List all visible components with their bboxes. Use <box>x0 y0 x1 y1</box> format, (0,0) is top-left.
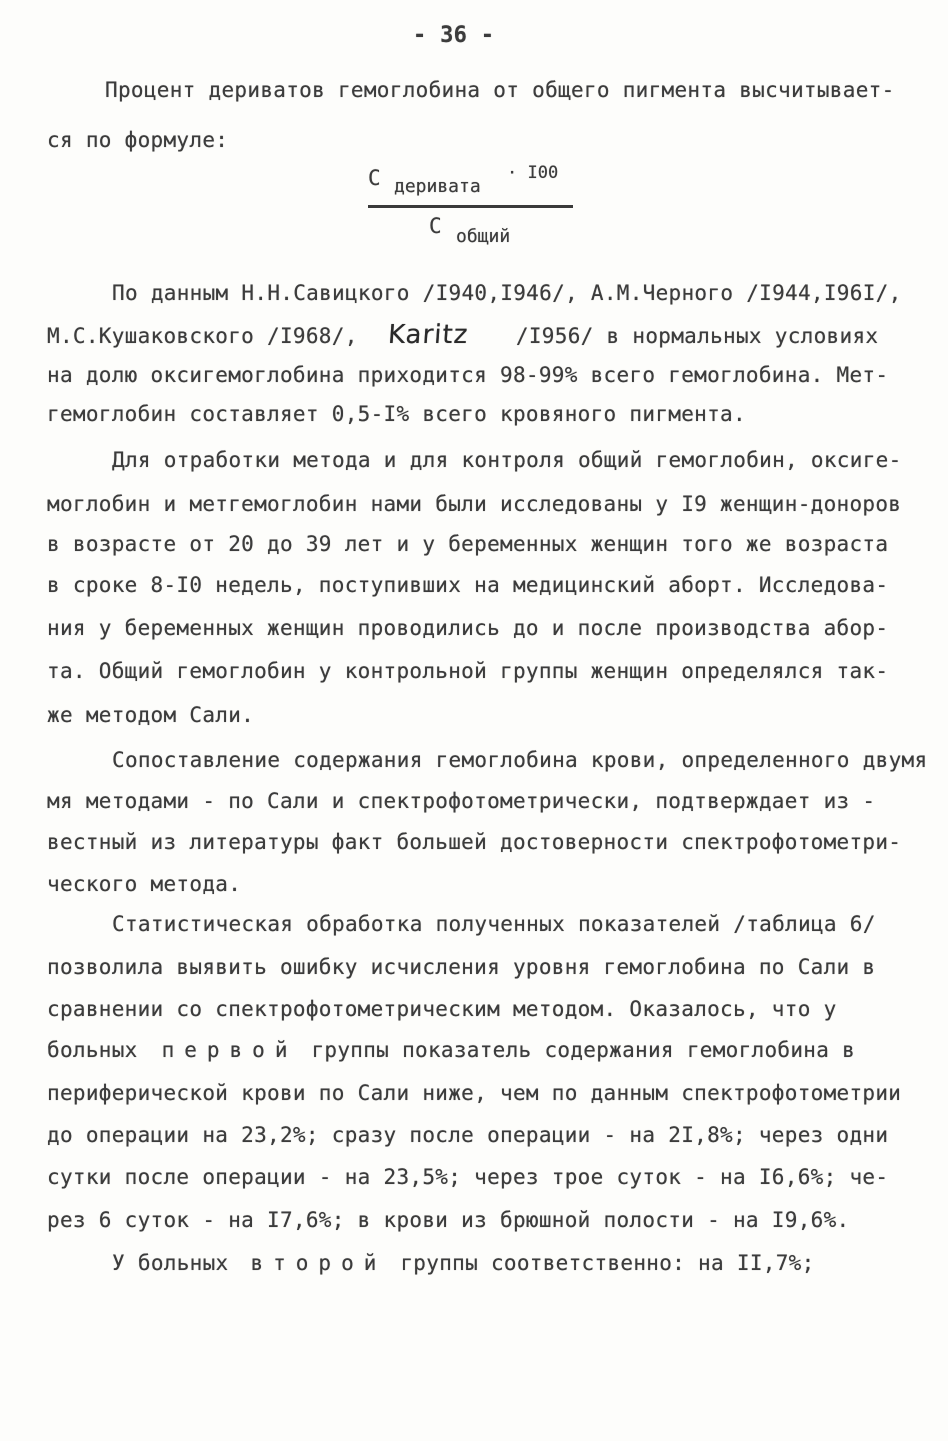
para1-line-3: на долю оксигемоглобина приходится 98-99% всего гемоглобина. Мет- <box>47 363 889 387</box>
formula-fraction-bar <box>368 205 573 208</box>
para2-line-3: в возрасте от 20 до 39 лет и у беременных женщин того же возраста <box>47 532 889 556</box>
para4-line-7: сутки после операции - на 23,5%; через трое суток - на I6,6%; че- <box>47 1165 889 1189</box>
para4-line-2: позволила выявить ошибку исчисления уровня гемоглобина по Сали в <box>47 955 876 979</box>
para2-line-4: в сроке 8-I0 недель, поступивших на медицинский аборт. Исследова- <box>47 573 889 597</box>
para4-line-3: сравнении со спектрофотометрическим методом. Оказалось, что у <box>47 997 837 1021</box>
para5-line-1 <box>112 1249 815 1277</box>
formula-numerator-subscript: деривата <box>394 176 481 197</box>
formula-numerator-c: C <box>368 166 381 190</box>
para4-line-6: до операции на 23,2%; сразу после операции - на 2I,8%; через одни <box>47 1123 889 1147</box>
para3-line-4: ческого метода. <box>47 872 242 896</box>
para2-line-2: моглобин и метгемоглобин нами были исследованы у I9 женщин-доноров <box>47 492 902 516</box>
para2-line-1: Для отработки метода и для контроля общий гемоглобин, оксиге- <box>112 448 902 472</box>
para2-line-5: ния у беременных женщин проводились до и после производства абор- <box>47 616 889 640</box>
handwritten-author-name: Karitz <box>386 320 469 350</box>
para1-line-2-end: /I956/ в нормальных условиях <box>515 324 879 348</box>
para4-line-4 <box>47 1036 855 1064</box>
spaced-word-second: второй <box>250 1251 387 1275</box>
para1-line-1: По данным Н.Н.Савицкого /I940,I946/, А.М.Черного /I944,I96I/, <box>112 281 902 305</box>
para4-line-8: рез 6 суток - на I7,6%; в крови из брюшной полости - на I9,6%. <box>47 1208 850 1232</box>
intro-line-2: ся по формуле: <box>47 128 229 152</box>
para3-line-1: Сопоставление содержания гемоглобина крови, определенного двумя <box>112 748 928 772</box>
spaced-word-first: первой <box>161 1038 298 1062</box>
para4-line-5: периферической крови по Сали ниже, чем по данным спектрофотометрии <box>47 1081 902 1105</box>
para1-line-2 <box>47 321 878 350</box>
para1-line-2-start: М.С.Кушаковского /I968/, <box>47 324 358 348</box>
para3-line-2: мя методами - по Сали и спектрофотометрически, подтверждает из - <box>47 789 876 813</box>
para3-line-3: вестный из литературы факт большей достоверности спектрофотометри- <box>47 830 902 854</box>
para4-line-4-start: больных <box>47 1038 138 1062</box>
para1-line-4: гемоглобин составляет 0,5-I% всего кровяного пигмента. <box>47 402 746 426</box>
para5-line-1-start: У больных <box>112 1251 229 1275</box>
para4-line-4-end: группы показатель содержания гемоглобина в <box>311 1038 856 1062</box>
formula-denominator-subscript: общий <box>456 226 511 247</box>
formula-denominator-c: C <box>429 214 442 238</box>
para2-line-7: же методом Сали. <box>47 703 255 727</box>
formula-numerator-multiplier: · I00 <box>507 163 559 183</box>
para2-line-6: та. Общий гемоглобин у контрольной группы женщин определялся так- <box>47 659 889 683</box>
intro-line-1: Процент дериватов гемоглобина от общего пигмента высчитывает- <box>105 78 895 102</box>
para5-line-1-end: группы соответственно: на II,7%; <box>400 1251 815 1275</box>
para4-line-1: Статистическая обработка полученных показателей /таблица 6/ <box>112 912 876 936</box>
page-number: - 36 - <box>413 23 495 48</box>
